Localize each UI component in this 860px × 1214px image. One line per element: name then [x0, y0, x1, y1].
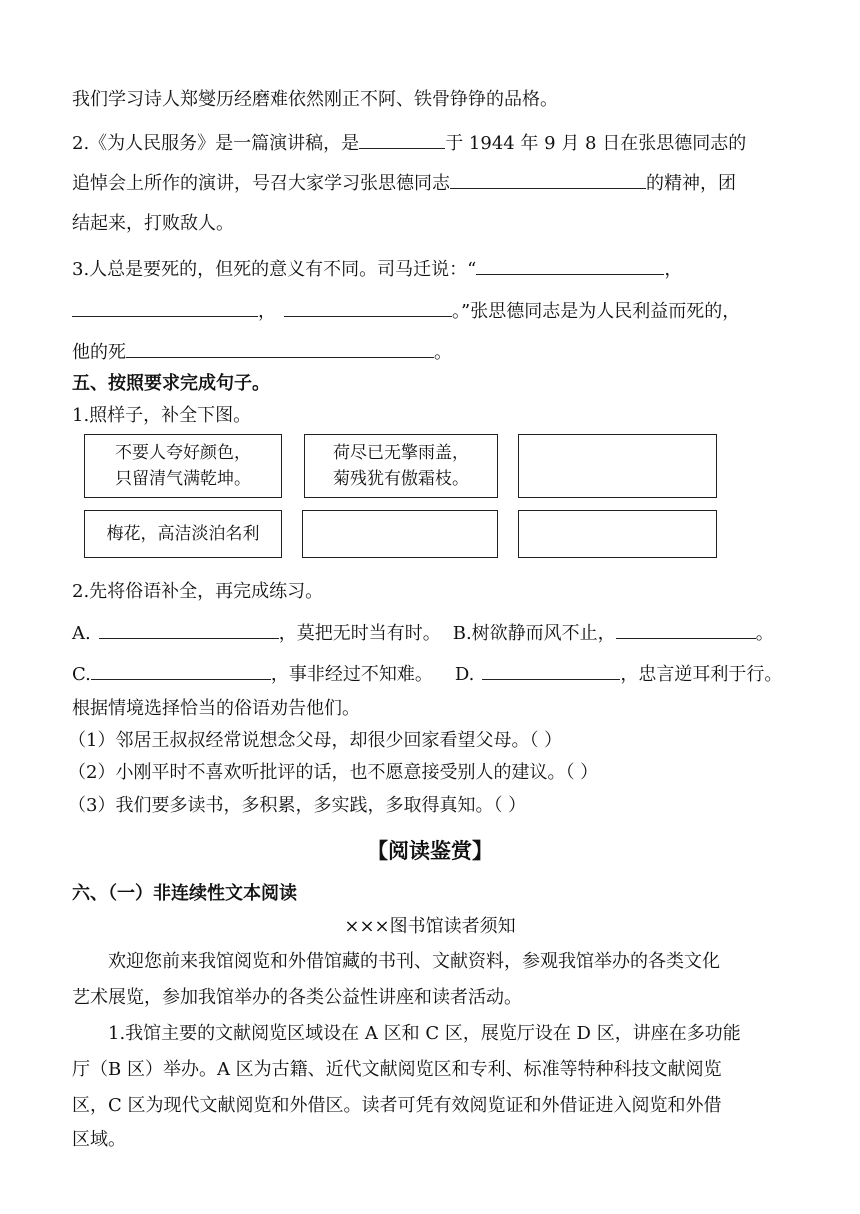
poem-box-2 — [304, 434, 498, 498]
poem-box-1 — [84, 434, 282, 498]
notice-p2-line3: 区，C 区为现代文献阅览和外借区。读者可凭有效阅览证和外借证进入阅览和外借 — [72, 1095, 722, 1116]
empty-answer-box-2[interactable] — [302, 510, 498, 558]
notice-p2-line1: 1.我馆主要的文献阅览区域设在 A 区和 C 区，展览厅设在 D 区，讲座在多功能 — [108, 1023, 741, 1044]
proverb-b-blank[interactable] — [616, 620, 756, 639]
q3-comma-2: ， — [258, 301, 276, 322]
proverb-c-blank[interactable] — [91, 661, 271, 680]
flower-box — [84, 510, 282, 558]
question-4-2-line3: 结起来，打败敌人。 — [72, 213, 234, 234]
proverb-row-2 — [72, 661, 782, 687]
situation-instruction: 根据情境选择恰当的俗语劝告他们。 — [72, 698, 360, 719]
question-4-3-line2 — [72, 298, 740, 324]
situation-1: （1）邻居王叔叔经常说想念父母，却很少回家看望父母。（ ） — [68, 730, 563, 751]
proverb-row-1 — [72, 620, 774, 646]
reading-title: 【阅读鉴赏】 — [367, 839, 493, 863]
q2-text-4: 的精神，团 — [646, 173, 736, 194]
proverb-b-end: 。 — [755, 623, 774, 644]
section-5-q2: 2.先将俗语补全，再完成练习。 — [72, 581, 324, 602]
q3-text-3: 他的死 — [72, 342, 126, 363]
q2-text-3: 追悼会上所作的演讲，号召大家学习张思德同志 — [72, 173, 450, 194]
q3-text-2: 。”张思德同志是为人民利益而死的， — [452, 301, 741, 322]
quote-blank-1[interactable] — [476, 256, 664, 275]
quote-blank-2[interactable] — [72, 298, 258, 317]
poem-box-2-line1: 荷尽已无擎雨盖， — [333, 443, 469, 463]
spirit-blank[interactable] — [450, 170, 646, 189]
proverb-d-label: D. — [454, 664, 475, 685]
notice-p1-line2: 艺术展览，参加我馆举办的各类公益性讲座和读者活动。 — [72, 987, 522, 1008]
section-5-heading: 五、按照要求完成句子。 — [72, 373, 270, 394]
proverb-d-blank[interactable] — [482, 661, 620, 680]
q3-text: 3.人总是要死的，但死的意义有不同。司马迁说：“ — [72, 259, 477, 280]
proverb-a-label: A. — [72, 623, 91, 644]
q2-text-2: 于 1944 年 9 月 8 日在张思德同志的 — [445, 133, 747, 154]
q3-comma: ， — [664, 259, 683, 280]
poem-box-1-line1: 不要人夸好颜色， — [115, 443, 251, 463]
notice-title: ×××图书馆读者须知 — [344, 916, 516, 937]
q2-text: 2.《为人民服务》是一篇演讲稿，是 — [72, 133, 360, 154]
empty-answer-box-1[interactable] — [518, 434, 717, 498]
proverb-c-label: C. — [72, 664, 91, 685]
proverb-a-text: ，莫把无时当有时。 — [278, 623, 441, 644]
situation-3: （3）我们要多读书，多积累，多实践，多取得真知。（ ） — [68, 795, 527, 816]
notice-p1-line1: 欢迎您前来我馆阅览和外借馆藏的书刊、文献资料，参观我馆举办的各类文化 — [108, 951, 720, 972]
poem-conclusion-line: 我们学习诗人郑燮历经磨难依然刚正不阿、铁骨铮铮的品格。 — [72, 89, 558, 110]
proverb-b-text: B.树欲静而风不止， — [452, 623, 616, 644]
notice-p2-line4: 区域。 — [72, 1129, 126, 1150]
proverb-d-text: ，忠言逆耳利于行。 — [620, 664, 783, 685]
question-4-2-line2 — [72, 170, 736, 196]
question-4-2-line1 — [72, 130, 746, 156]
notice-p2-line2: 厅（B 区）举办。A 区为古籍、近代文献阅览区和专利、标准等特种科技文献阅览 — [72, 1059, 722, 1080]
empty-answer-box-3[interactable] — [518, 510, 717, 558]
reading-heading: 六、（一）非连续性文本阅读 — [72, 883, 297, 904]
poem-box-2-line2: 菊残犹有傲霜枝。 — [333, 469, 469, 489]
proverb-c-text: ，事非经过不知难。 — [270, 664, 433, 685]
author-blank[interactable] — [359, 130, 445, 149]
section-5-q1: 1.照样子，补全下图。 — [72, 405, 252, 426]
quote-blank-3[interactable] — [284, 298, 452, 317]
question-4-3-line1 — [72, 256, 682, 282]
q3-period: 。 — [434, 342, 452, 363]
flower-box-text: 梅花，高洁淡泊名利 — [106, 524, 260, 544]
proverb-a-blank[interactable] — [99, 620, 279, 639]
death-meaning-blank[interactable] — [126, 339, 434, 358]
poem-box-1-line2: 只留清气满乾坤。 — [115, 469, 251, 489]
situation-2: （2）小刚平时不喜欢听批评的话，也不愿意接受别人的建议。（ ） — [68, 762, 599, 783]
question-4-3-line3 — [72, 339, 452, 365]
